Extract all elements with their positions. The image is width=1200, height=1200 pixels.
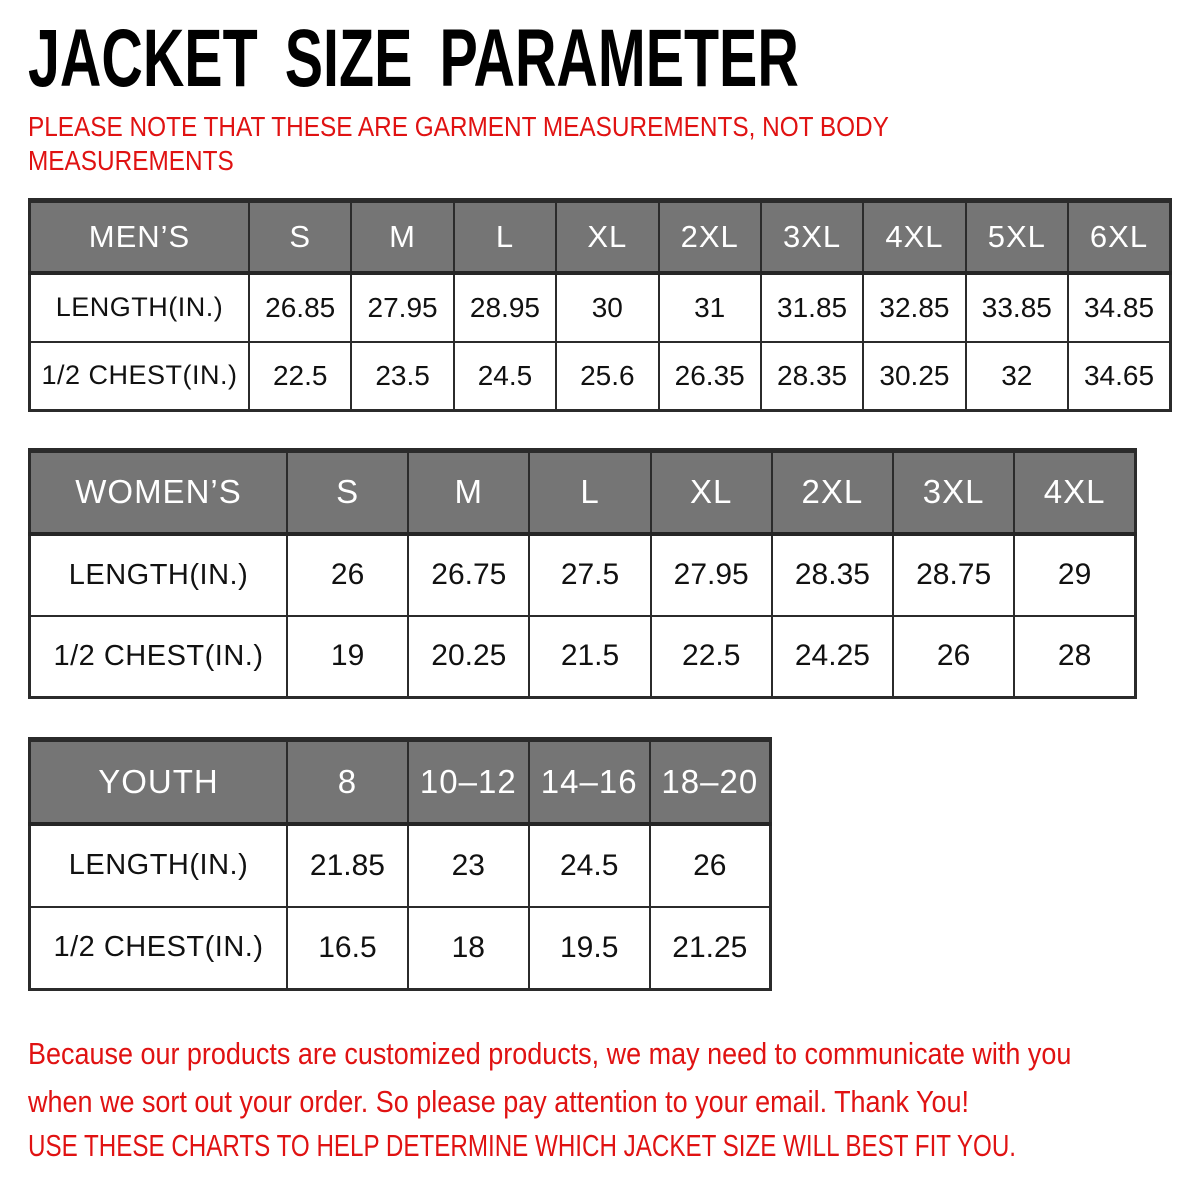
measurement-value: 21.5	[529, 616, 650, 698]
womens-table-title: WOMEN’S	[30, 451, 288, 534]
measurement-value: 25.6	[556, 342, 658, 411]
measurement-row	[30, 534, 1136, 616]
measurement-label: LENGTH(IN.)	[30, 824, 288, 907]
measurement-value: 28.75	[893, 534, 1014, 616]
size-column-header: 2XL	[772, 451, 893, 534]
size-column-header: L	[454, 201, 556, 273]
size-column-header: 5XL	[966, 201, 1068, 273]
measurement-value: 34.85	[1068, 273, 1171, 342]
mens-size-table-container	[28, 198, 1172, 412]
youth-size-table-container	[28, 737, 772, 991]
size-column-header: XL	[651, 451, 772, 534]
womens-size-table-container	[28, 448, 1137, 699]
measurement-value: 23.5	[351, 342, 453, 411]
measurement-row	[30, 616, 1136, 698]
measurement-value: 27.5	[529, 534, 650, 616]
measurement-value: 19.5	[529, 907, 650, 990]
measurement-value: 23	[408, 824, 529, 907]
customization-notice-line-2: when we sort out your order. So please pay attention to your email. Thank You!	[28, 1084, 970, 1119]
size-column-header: L	[529, 451, 650, 534]
measurement-value: 28	[1014, 616, 1135, 698]
size-column-header: S	[287, 451, 408, 534]
measurement-value: 26.75	[408, 534, 529, 616]
measurement-value: 26.85	[249, 273, 351, 342]
measurement-value: 24.25	[772, 616, 893, 698]
measurement-value: 26	[287, 534, 408, 616]
measurement-value: 27.95	[351, 273, 453, 342]
size-header-row	[30, 740, 771, 824]
measurement-value: 21.25	[650, 907, 771, 990]
measurement-label: LENGTH(IN.)	[30, 534, 288, 616]
measurement-value: 26	[893, 616, 1014, 698]
measurement-value: 34.65	[1068, 342, 1171, 411]
measurement-value: 31	[659, 273, 761, 342]
measurement-value: 16.5	[287, 907, 408, 990]
youth-table-title: YOUTH	[30, 740, 288, 824]
size-column-header: 18–20	[650, 740, 771, 824]
measurement-value: 26	[650, 824, 771, 907]
measurement-value: 33.85	[966, 273, 1068, 342]
measurement-row	[30, 824, 771, 907]
size-column-header: S	[249, 201, 351, 273]
youth-size-table	[28, 737, 772, 991]
measurement-row	[30, 342, 1171, 411]
measurement-value: 30.25	[863, 342, 965, 411]
size-column-header: 3XL	[893, 451, 1014, 534]
measurement-label: 1/2 CHEST(IN.)	[30, 342, 250, 411]
size-column-header: 10–12	[408, 740, 529, 824]
size-column-header: M	[408, 451, 529, 534]
measurement-label: LENGTH(IN.)	[30, 273, 250, 342]
measurement-value: 21.85	[287, 824, 408, 907]
size-column-header: 4XL	[863, 201, 965, 273]
garment-measurement-note-line-2: MEASUREMENTS	[28, 145, 234, 176]
measurement-value: 24.5	[529, 824, 650, 907]
size-column-header: 14–16	[529, 740, 650, 824]
womens-size-table	[28, 448, 1137, 699]
measurement-value: 29	[1014, 534, 1135, 616]
measurement-value: 32.85	[863, 273, 965, 342]
measurement-value: 30	[556, 273, 658, 342]
measurement-label: 1/2 CHEST(IN.)	[30, 907, 288, 990]
size-column-header: 2XL	[659, 201, 761, 273]
mens-table-title: MEN’S	[30, 201, 250, 273]
measurement-value: 28.35	[772, 534, 893, 616]
measurement-value: 31.85	[761, 273, 863, 342]
garment-measurement-note	[28, 110, 889, 178]
size-column-header: 3XL	[761, 201, 863, 273]
size-column-header: M	[351, 201, 453, 273]
measurement-value: 27.95	[651, 534, 772, 616]
size-column-header: XL	[556, 201, 658, 273]
measurement-value: 19	[287, 616, 408, 698]
page-title: JACKET SIZE PARAMETER	[28, 13, 799, 104]
size-column-header: 8	[287, 740, 408, 824]
measurement-value: 22.5	[651, 616, 772, 698]
measurement-label: 1/2 CHEST(IN.)	[30, 616, 288, 698]
mens-size-table	[28, 198, 1172, 412]
measurement-value: 22.5	[249, 342, 351, 411]
measurement-value: 28.35	[761, 342, 863, 411]
measurement-value: 18	[408, 907, 529, 990]
measurement-row	[30, 273, 1171, 342]
customization-notice-line-1: Because our products are customized products, we may need to communicate with you	[28, 1036, 1072, 1071]
measurement-value: 20.25	[408, 616, 529, 698]
garment-measurement-note-line-1: PLEASE NOTE THAT THESE ARE GARMENT MEASUREMENTS, NOT BODY	[28, 111, 889, 142]
fit-advice-note: USE THESE CHARTS TO HELP DETERMINE WHICH JACKET SIZE WILL BEST FIT YOU.	[28, 1128, 1017, 1163]
size-header-row	[30, 451, 1136, 534]
size-column-header: 6XL	[1068, 201, 1171, 273]
measurement-value: 24.5	[454, 342, 556, 411]
customization-notice	[28, 1030, 1071, 1126]
measurement-value: 32	[966, 342, 1068, 411]
measurement-value: 28.95	[454, 273, 556, 342]
size-header-row	[30, 201, 1171, 273]
measurement-value: 26.35	[659, 342, 761, 411]
size-column-header: 4XL	[1014, 451, 1135, 534]
measurement-row	[30, 907, 771, 990]
